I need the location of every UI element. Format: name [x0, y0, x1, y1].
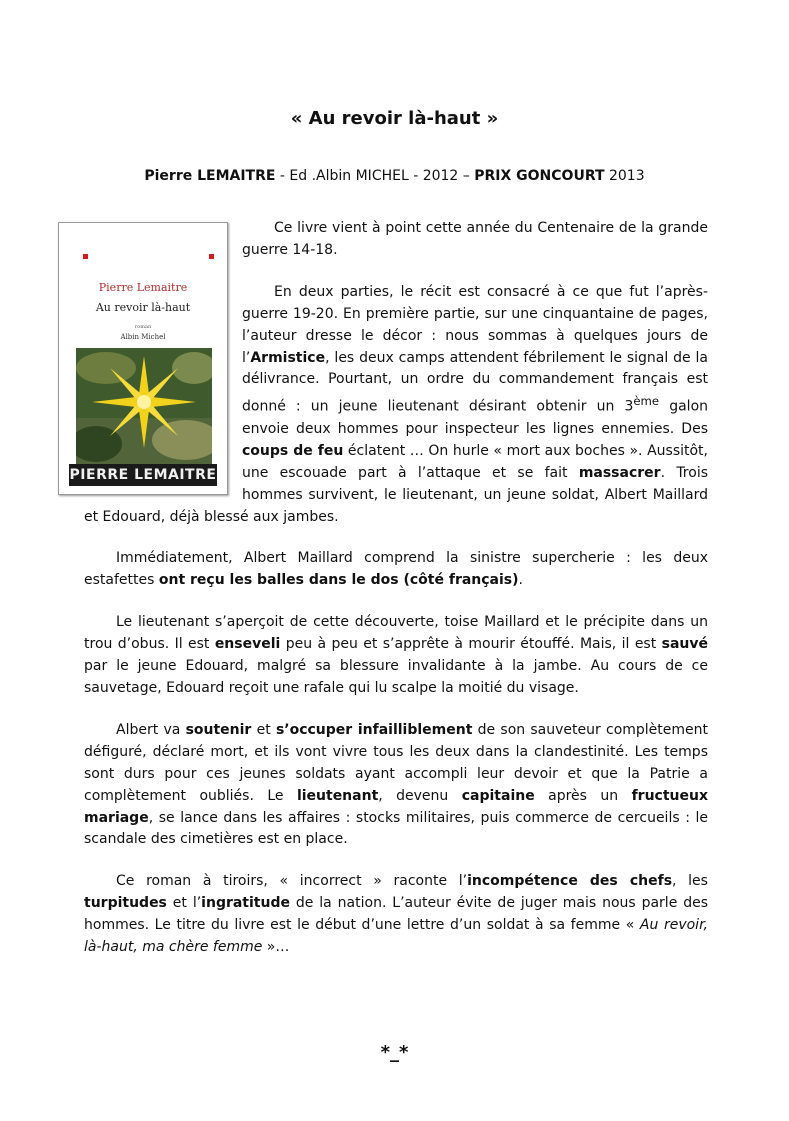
paragraph: Ce livre vient à point cette année du Centenaire de la grande guerre 14-18. [242, 220, 708, 258]
paragraph: Le lieutenant s’aperçoit de cette découverte, toise Maillard et le précipite dans un trou d’obus. Il est enseveli peu à peu et s’apprête à mourir étouffé. Mais, il est sauvé par le jeune Edouard, malgré sa blessure invalidante à la jambe. Au cours de ce sauvetage, Edouard reçoit une rafale qui lu scalpe la moitié du visage. [84, 614, 708, 696]
cover-author: Pierre Lemaitre [98, 281, 188, 294]
closing-mark: *_* [380, 1042, 409, 1063]
paragraph: Albert va soutenir et s’occuper infailliblement de son sauveteur complètement défiguré, déclaré mort, et ils vont vivre tous les deux dans la clandestinité. Les temps sont durs pour ces jeunes soldats ayant accompli leur devoir et que la Patrie a complètement oubliés. Le lieutenant, devenu capitaine après un fructueux mariage, se lance dans les affaires : stocks militaires, puis commerce de cercueils : le scandale des cimetières est en place. [84, 721, 708, 848]
paragraph: Ce roman à tiroirs, « incorrect » raconte l’incompétence des chefs, les turpitudes et l’ingratitude de la nation. L’auteur évite de juger mais nous parle des hommes. Le titre du livre est le début d’une lettre d’un soldat à sa femme « Au revoir, là-haut, ma chère femme »… [84, 873, 709, 956]
author-name: Pierre LEMAITRE [144, 168, 276, 184]
cover-publisher: Albin Michel [120, 333, 166, 341]
publisher-info: - Ed .Albin MICHEL - 2012 – [275, 168, 475, 184]
prize-year: 2013 [604, 168, 645, 184]
cover-dot-right [209, 254, 214, 259]
paragraph: Immédiatement, Albert Maillard comprend la sinistre supercherie : les deux estafettes ont reçu les balles dans le dos (côté français). [84, 550, 708, 589]
cover-title: Au revoir là-haut [95, 301, 191, 314]
cover-painting-image [76, 348, 212, 466]
book-cover-image [58, 222, 228, 495]
cover-author-banner: PIERRE LEMAITRE [69, 464, 217, 486]
page-title: « Au revoir là-haut » [290, 108, 499, 129]
paragraph: En deux parties, le récit est consacré à ce que fut l’après-guerre 19-20. En première partie, sur une cinquantaine de pages, l’auteur dresse le décor : nous sommas à quelques jours de l’Armistice, les deux camps attendent fébrilement le signal de la délivrance. Pourtant, un ordre du commandement français est donné : un jeune lieutenant désirant obtenir un 3ème galon envoie deux hommes pour inspecteur les lignes ennemies. Des coups de feu éclatent … On hurle « mort aux boches ». Aussitôt, une escouade part à l’attaque et se fait massacrer. Trois hommes survivent, le lieutenant, un jeune soldat, Albert Maillard et Edouard, déjà blessé aux jambes. [84, 283, 709, 525]
prize-name: PRIX GONCOURT [474, 168, 605, 184]
cover-dot-left [83, 254, 88, 259]
cover-genre: roman [134, 324, 152, 330]
article-body [69, 218, 709, 979]
book-credits [0, 168, 789, 184]
